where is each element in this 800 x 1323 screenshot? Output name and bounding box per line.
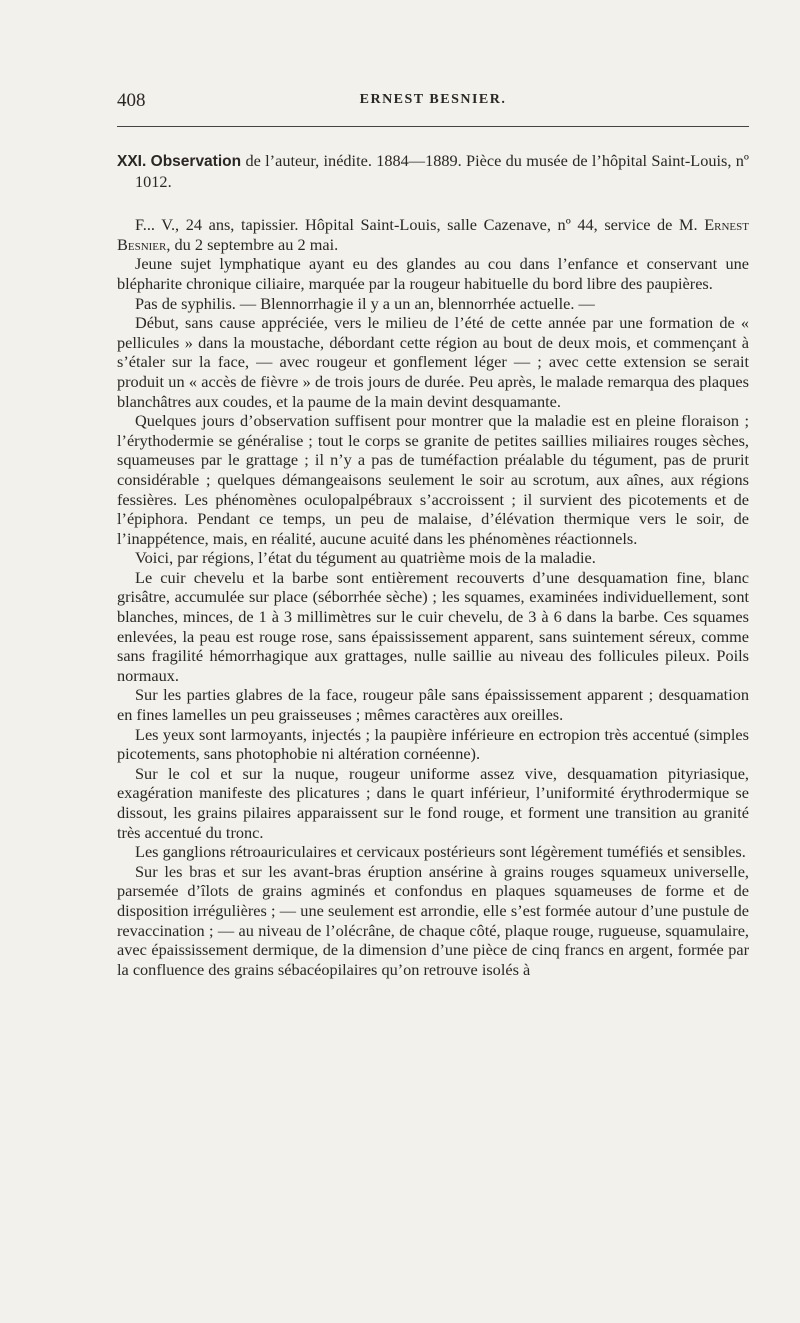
paragraph: Quelques jours d’observation suffisent pour montrer que la maladie est en pleine floraison ; l’érythodermie se généralise ; tout le corps se granite de petites saillies miliaires rouges sèches, squameuses par le grattage ; il n’y a pas de tuméfaction préalable du tégument, pas de prurit considérable ; quelques démangeaisons seulement le soir au scrotum, aux aînes, aux régions fessières. Les phénomènes oculopalpébraux s’accroissent ; il survient des picotements et de l’épiphora. Pendant ce temps, un peu de malaise, d’élévation thermique vers le soir, de l’inappétence, mais, en réalité, aucune acuité dans les phénomènes réactionnels. — [117, 411, 749, 548]
running-header — [117, 90, 749, 112]
paragraph: Sur le col et sur la nuque, rougeur uniforme assez vive, desquamation pityriasique, exagération manifeste des plicatures ; dans le quart inférieur, l’uniformité érythrodermique se dissout, les grains pilaires apparaissent sur le fond rouge, et forment une transition au granité très accentué du tronc. — [117, 763, 749, 842]
page-number: 408 — [117, 90, 146, 111]
paragraph: Début, sans cause appréciée, vers le milieu de l’été de cette année par une formation de « pellicules » dans la moustache, débordant cette région au bout de deux mois, et commençant à s’étaler sur la face, — avec rougeur et gonflement léger — ; avec cette extension se serait produit un « accès de fièvre » de trois jours de durée. Peu après, le malade remarqua des plaques blanchâtres aux coudes, et la paume de la main devint desquamante. — [117, 313, 749, 411]
paragraph: Le cuir chevelu et la barbe sont entièrement recouverts d’une desquamation fine, blanc grisâtre, accumulée sur place (séborrhée sèche) ; les squames, examinées individuellement, sont blanches, minces, de 1 à 3 millimètres sur le cuir chevelu, de 3 à 6 dans la barbe. Ces squames enlevées, la peau est rouge rose, sans épaississement apparent, sans suintement séreux, comme sans fragilité hémorrhagique aux grattages, nulle saillie au niveau des follicules pileux. Poils normaux. — [117, 567, 749, 685]
intro-text: F... V., 24 ans, tapissier. Hôpital Saint-Louis, salle Cazenave, nº 44, service de M. — [135, 215, 705, 235]
observation-heading — [117, 151, 749, 191]
observation-number: XXI. — [117, 153, 147, 170]
paragraph: Sur les bras et sur les avant-bras éruption ansérine à grains rouges squameux universelle, parsemée d’îlots de grains agminés et confondus en plaques squameuses de forme et de disposition irrégulières ; — une seulement est arrondie, elle s’est formée autour d’une pustule de revaccination ; — au niveau de l’olécrâne, de chaque côté, plaque rouge, rugueuse, squamulaire, avec épaississement dermique, de la dimension d’une pièce de cinq francs en argent, formée par la confluence des grains sébacéopilaires qu’on retrouve isolés à — [117, 861, 749, 979]
paragraph: Les ganglions rétroauriculaires et cervicaux postérieurs sont légèrement tuméfiés et sensibles. — [135, 842, 746, 862]
paragraph: Les yeux sont larmoyants, injectés ; la paupière inférieure en ectropion très accentué (simples picotements, sans photophobie ni altération cornéenne). — [117, 724, 749, 764]
running-title: ERNEST BESNIER. — [359, 92, 507, 107]
author-name: Ernest Besnier — [117, 215, 749, 254]
paragraph: Voici, par régions, l’état du tégument au quatrième mois de la maladie. — [135, 548, 596, 568]
intro-dates: , du 2 septembre au 2 mai. — [166, 234, 339, 254]
observation-description: de l’auteur, inédite. 1884—1889. Pièce du musée de l’hôpital Saint-Louis, nº 1012. — [135, 151, 749, 191]
paragraph: Jeune sujet lymphatique ayant eu des glandes au cou dans l’enfance et conservant une blépharite chronique ciliaire, marquée par la rougeur habituelle du bord libre des paupières. — [117, 254, 749, 293]
header-rule — [117, 126, 749, 127]
observation-label: Observation — [150, 153, 242, 170]
patient-intro — [117, 215, 749, 254]
spacer — [117, 191, 749, 215]
paragraph: Pas de syphilis. — Blennorrhagie il y a un an, blennorrhée actuelle. — — [135, 293, 595, 313]
paragraph: Sur les parties glabres de la face, rougeur pâle sans épaississement apparent ; desquamation en fines lamelles un peu graisseuses ; mêmes caractères aux oreilles. — [117, 685, 749, 725]
page-body — [117, 151, 749, 979]
